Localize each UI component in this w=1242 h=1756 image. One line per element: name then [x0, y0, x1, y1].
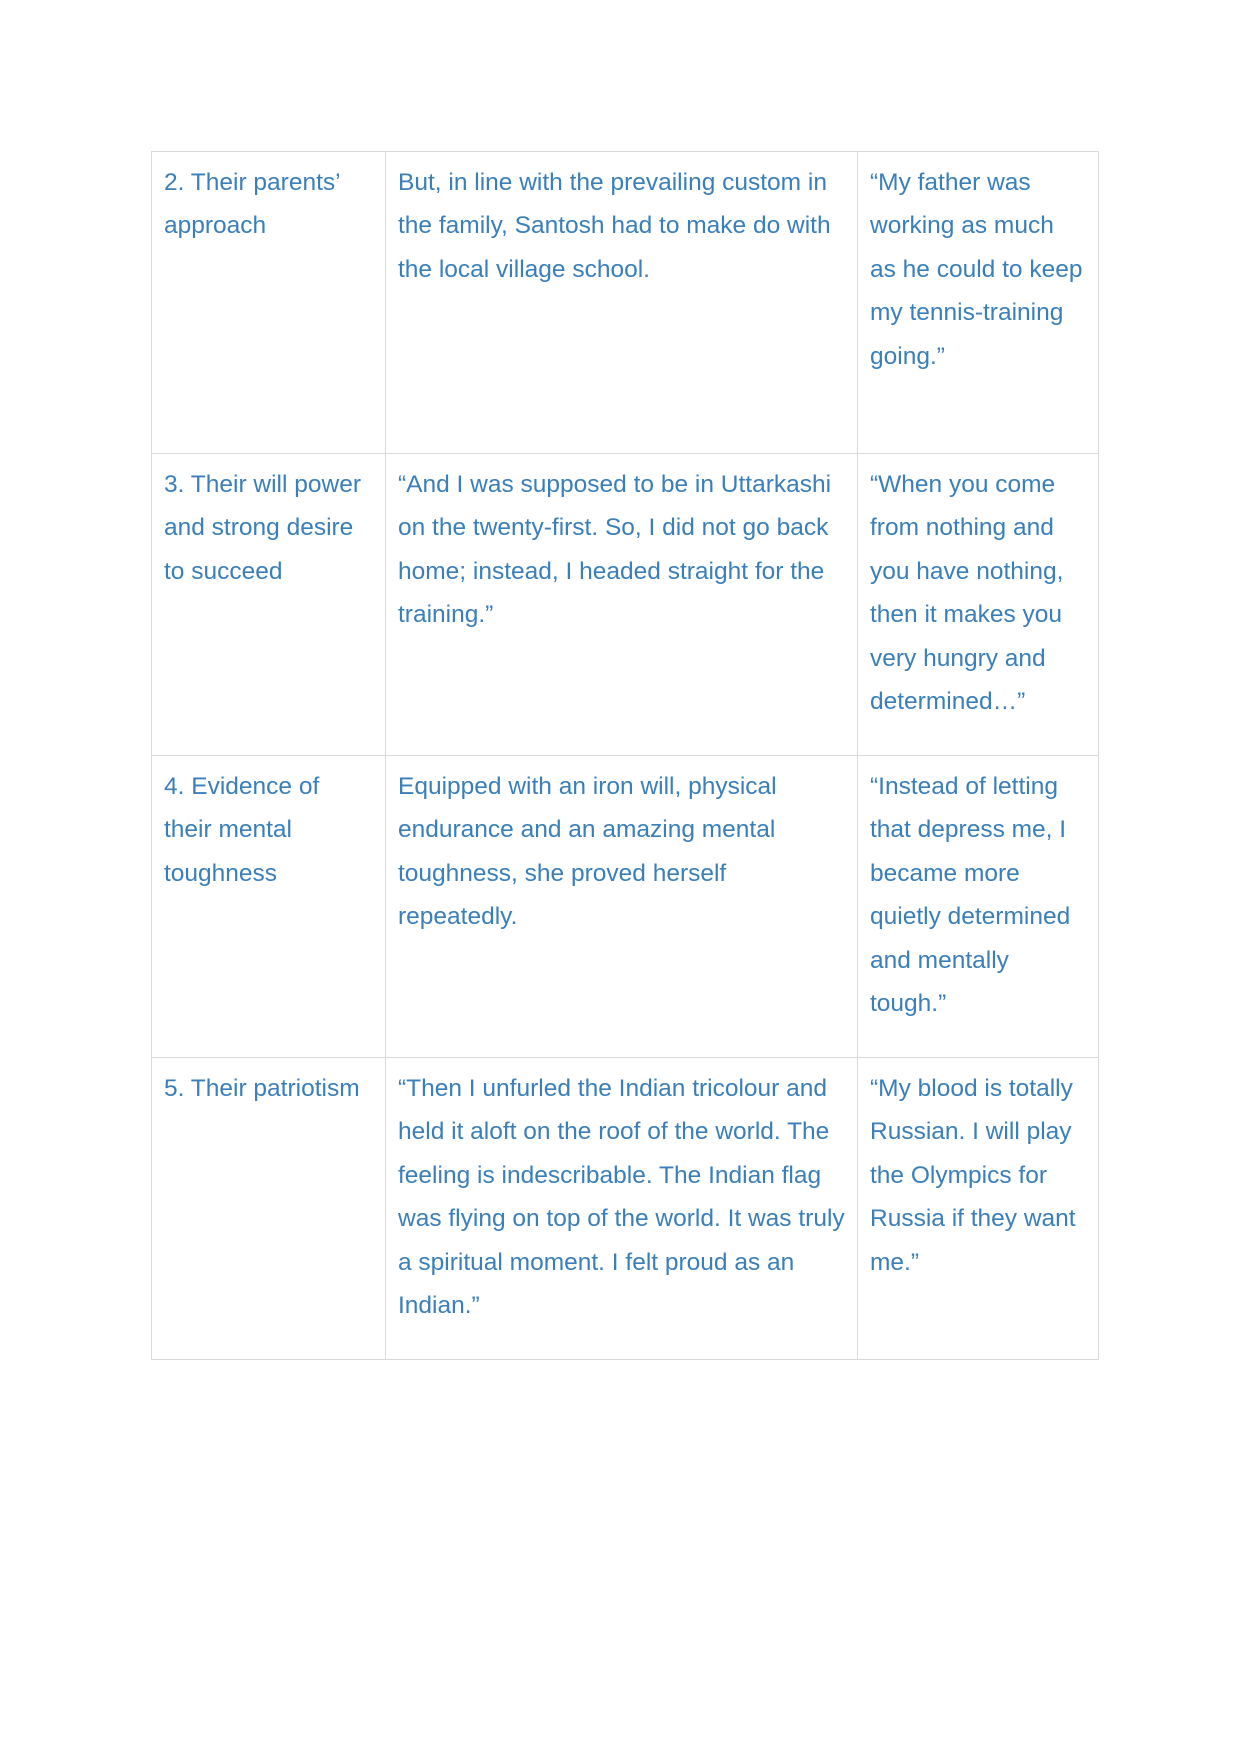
- santosh-quote-text: “And I was supposed to be in Uttarkashi on the twenty-first. So, I did not go back home; instead, I headed straight for the training.”: [398, 471, 832, 629]
- table-row: [152, 756, 1099, 1058]
- table-row: [152, 454, 1099, 756]
- aspect-cell: [152, 756, 386, 1058]
- santosh-quote-text: But, in line with the prevailing custom in the family, Santosh had to make do with the local village school.: [398, 169, 831, 283]
- table-row: [152, 152, 1099, 454]
- aspect-text: 4. Evidence of their mental toughness: [164, 773, 320, 887]
- aspect-text: 3. Their will power and strong desire to succeed: [164, 471, 361, 585]
- santosh-quote-cell: [386, 1058, 858, 1360]
- santosh-quote-cell: [386, 454, 858, 756]
- santosh-quote-text: “Then I unfurled the Indian tricolour and held it aloft on the roof of the world. The feeling is indescribable. The Indian flag was flying on top of the world. It was truly a spiritual moment. I felt proud as an Indian.”: [398, 1075, 845, 1320]
- santosh-quote-cell: [386, 152, 858, 454]
- maria-quote-cell: [858, 756, 1099, 1058]
- aspect-text: 2. Their parents’ approach: [164, 169, 340, 240]
- maria-quote-text: “My blood is totally Russian. I will play the Olympics for Russia if they want me.”: [870, 1075, 1076, 1276]
- aspect-cell: [152, 454, 386, 756]
- maria-quote-cell: [858, 1058, 1099, 1360]
- maria-quote-text: “When you come from nothing and you have nothing, then it makes you very hungry and determined…”: [870, 471, 1064, 716]
- table-row: [152, 1058, 1099, 1360]
- aspect-text: 5. Their patriotism: [164, 1075, 360, 1102]
- maria-quote-cell: [858, 454, 1099, 756]
- comparison-table: [151, 151, 1099, 1360]
- maria-quote-cell: [858, 152, 1099, 454]
- maria-quote-text: “My father was working as much as he could to keep my tennis-training going.”: [870, 169, 1083, 370]
- santosh-quote-cell: [386, 756, 858, 1058]
- maria-quote-text: “Instead of letting that depress me, I became more quietly determined and mentally tough.”: [870, 773, 1071, 1018]
- aspect-cell: [152, 152, 386, 454]
- aspect-cell: [152, 1058, 386, 1360]
- santosh-quote-text: Equipped with an iron will, physical endurance and an amazing mental toughness, she proved herself repeatedly.: [398, 773, 777, 931]
